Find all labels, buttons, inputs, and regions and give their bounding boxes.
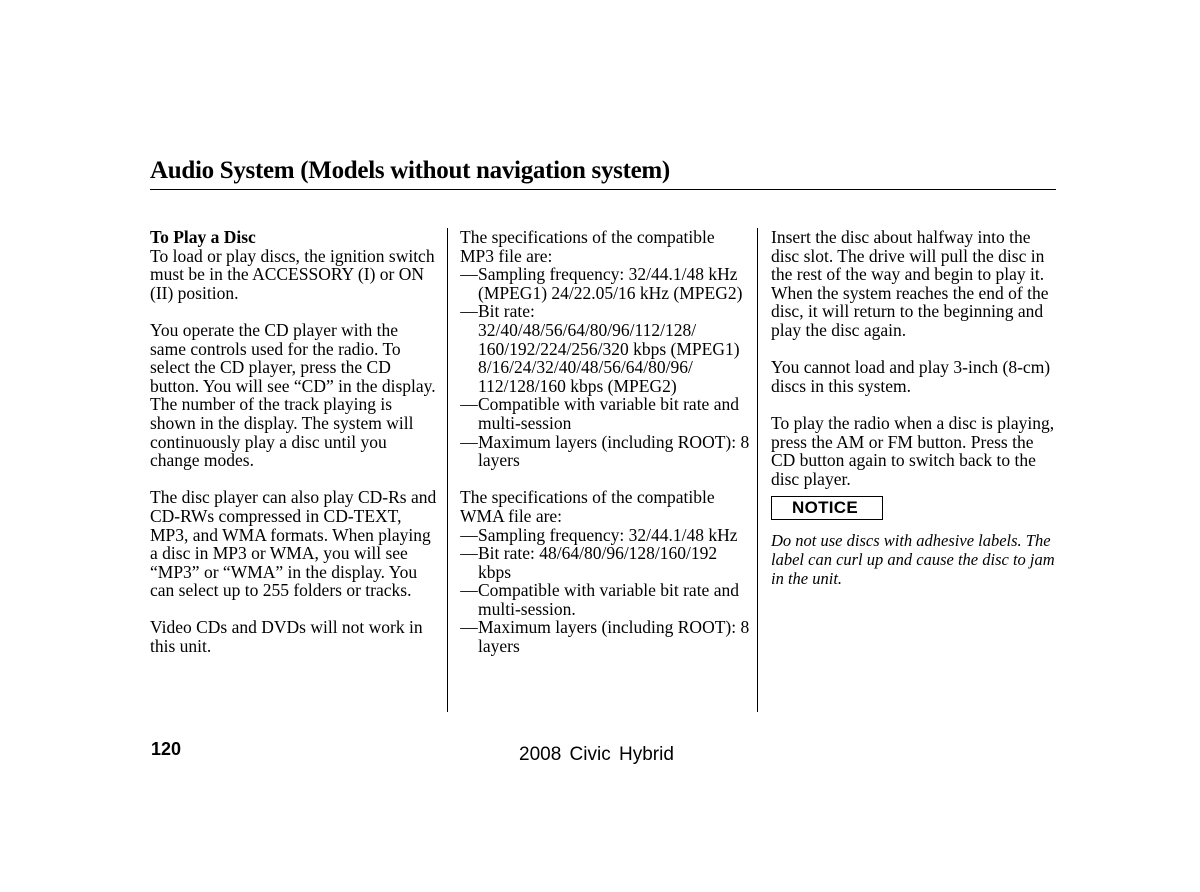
spec-text: Bit rate: 32/40/48/56/64/80/96/112/128/ 160/192/224/256/320 kbps (MPEG1) 8/16/24/32/40/48/56/64/80/96/ 112/128/160 kbps (MPEG2) <box>478 301 740 396</box>
paragraph-video-cd: Video CDs and DVDs will not work in this unit. <box>150 617 423 657</box>
spec-item <box>460 618 750 655</box>
dash-bullet: — <box>460 617 478 638</box>
notice-text: Do not use discs with adhesive labels. The label can curl up and cause the disc to jam in the unit. <box>771 531 1055 588</box>
spec-text: Compatible with variable bit rate and multi-session. <box>478 580 739 619</box>
spec-item <box>460 433 750 470</box>
paragraph-3-inch: You cannot load and play 3-inch (8-cm) discs in this system. <box>771 357 1051 396</box>
column-divider-2 <box>757 228 758 712</box>
dash-bullet: — <box>460 580 478 601</box>
paragraph-cd-controls: You operate the CD player with the same controls used for the radio. To select the CD player, press the CD button. You will see “CD” in the display. The number of the track playing is shown in the display. The system will continuously play a disc until you change modes. <box>150 319 436 471</box>
dash-bullet: — <box>460 543 478 564</box>
section-heading: To Play a Disc <box>150 227 256 247</box>
spec-item <box>460 302 750 395</box>
column-divider-1 <box>447 228 448 712</box>
spec-item <box>460 526 750 545</box>
spec-text: Compatible with variable bit rate and multi-session <box>478 394 739 433</box>
dash-bullet: — <box>460 524 478 545</box>
spec-text: Bit rate: 48/64/80/96/128/160/192 kbps <box>478 543 718 582</box>
dash-bullet: — <box>460 431 478 452</box>
spec-text: Sampling frequency: 32/44.1/48 kHz (MPEG1) 24/22.05/16 kHz (MPEG2) <box>478 264 743 303</box>
column-left <box>150 228 438 656</box>
paragraph-radio-switch: To play the radio when a disc is playing, press the AM or FM button. Press the CD button again to switch back to the disc player. <box>771 412 1055 489</box>
paragraph-formats: The disc player can also play CD-Rs and CD-RWs compressed in CD-TEXT, MP3, and WMA formats. When playing a disc in MP3 or WMA, you will see “MP3” or “WMA” in the display. You can select up to 255 folders or tracks. <box>150 487 437 601</box>
spec-item <box>460 581 750 618</box>
dash-bullet: — <box>460 301 478 322</box>
column-middle <box>460 228 750 656</box>
footer-model-name: 2008 Civic Hybrid <box>519 744 674 765</box>
spec-item <box>460 395 750 432</box>
spec-text: Maximum layers (including ROOT): 8 layers <box>478 431 750 471</box>
title-divider <box>150 189 1056 190</box>
page-number: 120 <box>151 739 182 759</box>
mp3-spec-intro: The specifications of the compatible MP3 file are: <box>460 227 715 266</box>
dash-bullet: — <box>460 394 478 415</box>
dash-bullet: — <box>460 264 478 285</box>
spec-text: Sampling frequency: 32/44.1/48 kHz <box>478 524 738 545</box>
spec-item <box>460 265 750 302</box>
paragraph-insert-disc: Insert the disc about halfway into the disc slot. The drive will pull the disc in the rest of the way and begin to play it. When the system reaches the end of the disc, it will return to the beginning and play the disc again. <box>771 227 1049 340</box>
spec-item <box>460 544 750 581</box>
spec-text: Maximum layers (including ROOT): 8 layers <box>478 617 750 657</box>
column-right <box>771 228 1061 588</box>
page-title: Audio System (Models without navigation system) <box>150 157 670 184</box>
paragraph-ignition: To load or play discs, the ignition switch must be in the ACCESSORY (I) or ON (II) position. <box>150 245 435 303</box>
wma-spec-intro: The specifications of the compatible WMA file are: <box>460 487 715 526</box>
notice-badge: NOTICE <box>771 496 883 520</box>
